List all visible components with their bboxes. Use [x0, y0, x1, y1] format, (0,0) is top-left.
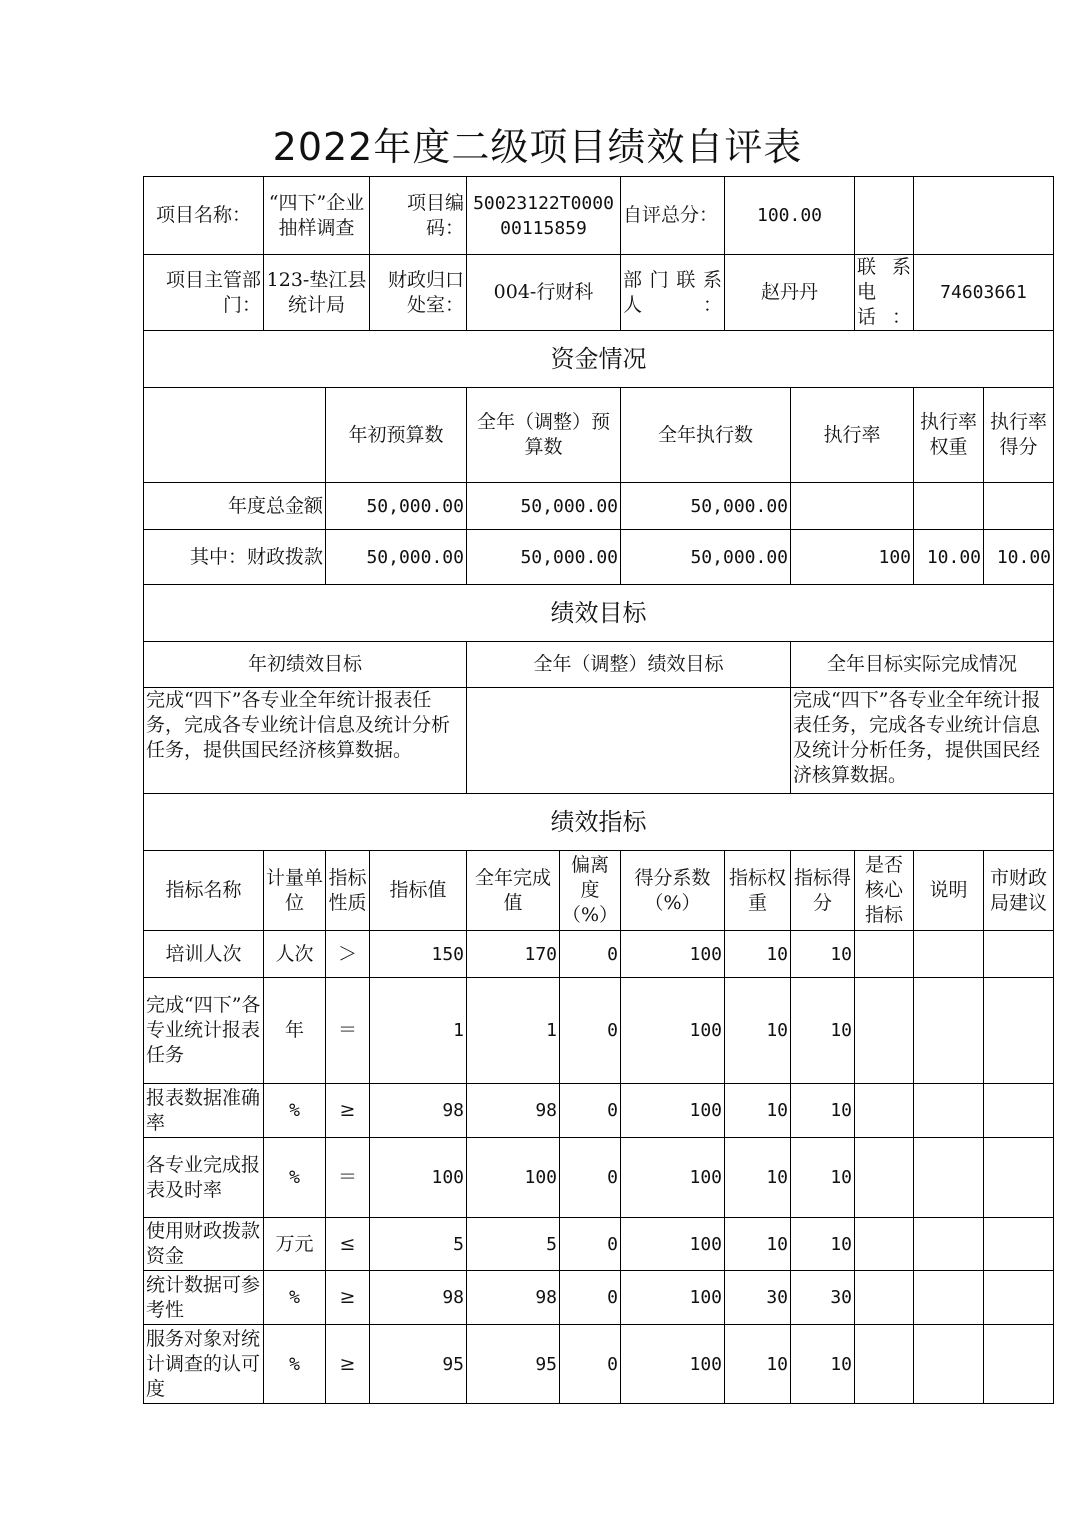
- project-code-value: 50023122T000000115859: [467, 177, 621, 255]
- ind-advice: [984, 978, 1054, 1084]
- ind-note: [914, 1218, 984, 1271]
- ind-weight: 10: [725, 1218, 791, 1271]
- ind-note: [914, 1138, 984, 1218]
- ind-advice: [984, 1138, 1054, 1218]
- funds-header-row: [144, 388, 1054, 483]
- ind-note: [914, 931, 984, 978]
- ind-name: 统计数据可参考性: [144, 1271, 264, 1325]
- ind-note: [914, 1325, 984, 1404]
- ind-target: 5: [370, 1218, 467, 1271]
- ind-actual: 170: [467, 931, 560, 978]
- ind-nature: ＝: [326, 978, 370, 1084]
- ind-col-score: 指标得分: [791, 851, 855, 931]
- empty-cell: [914, 177, 1054, 255]
- funds-col-initial: 年初预算数: [326, 388, 467, 483]
- ind-unit: %: [264, 1271, 326, 1325]
- funds-row-label: 年度总金额: [144, 483, 326, 530]
- ind-col-actual: 全年完成值: [467, 851, 560, 931]
- funds-col-rate: 执行率: [791, 388, 914, 483]
- ind-col-target: 指标值: [370, 851, 467, 931]
- ind-deviation: 0: [560, 1325, 621, 1404]
- ind-advice: [984, 1325, 1054, 1404]
- ind-weight: 10: [725, 978, 791, 1084]
- table-row: [144, 1271, 1054, 1325]
- ind-score: 10: [791, 1084, 855, 1138]
- ind-coef: 100: [621, 931, 725, 978]
- ind-name: 报表数据准确率: [144, 1084, 264, 1138]
- project-code-label: 项目编码：: [370, 177, 467, 255]
- table-row: [144, 931, 1054, 978]
- goals-header-row: [144, 642, 1054, 688]
- ind-target: 95: [370, 1325, 467, 1404]
- goals-initial-text: 完成“四下”各专业全年统计报表任务，完成各专业统计信息及统计分析任务，提供国民经济核算数据。: [144, 688, 467, 794]
- funds-col-executed: 全年执行数: [621, 388, 791, 483]
- ind-core: [855, 1325, 914, 1404]
- ind-core: [855, 978, 914, 1084]
- ind-actual: 95: [467, 1325, 560, 1404]
- ind-actual: 98: [467, 1084, 560, 1138]
- goals-adjusted-text: [467, 688, 791, 794]
- ind-actual: 1: [467, 978, 560, 1084]
- ind-actual: 5: [467, 1218, 560, 1271]
- funds-score-value: 10.00: [984, 530, 1054, 585]
- funds-initial-value: 50,000.00: [326, 483, 467, 530]
- table-row: [144, 1084, 1054, 1138]
- ind-name: 完成“四下”各专业统计报表任务: [144, 978, 264, 1084]
- ind-core: [855, 1084, 914, 1138]
- ind-core: [855, 1271, 914, 1325]
- funds-adjusted-value: 50,000.00: [467, 483, 621, 530]
- ind-advice: [984, 1271, 1054, 1325]
- funds-adjusted-value: 50,000.00: [467, 530, 621, 585]
- ind-note: [914, 1271, 984, 1325]
- ind-actual: 98: [467, 1271, 560, 1325]
- funds-weight-value: [914, 483, 984, 530]
- ind-nature: ≤: [326, 1218, 370, 1271]
- ind-advice: [984, 1218, 1054, 1271]
- ind-weight: 10: [725, 1084, 791, 1138]
- ind-coef: 100: [621, 1325, 725, 1404]
- ind-col-weight: 指标权重: [725, 851, 791, 931]
- funds-col-weight: 执行率权重: [914, 388, 984, 483]
- ind-score: 10: [791, 1325, 855, 1404]
- ind-core: [855, 931, 914, 978]
- ind-col-note: 说明: [914, 851, 984, 931]
- ind-nature: ＝: [326, 1138, 370, 1218]
- page-title: 2022年度二级项目绩效自评表: [272, 125, 803, 169]
- empty-cell: [144, 388, 326, 483]
- ind-target: 1: [370, 978, 467, 1084]
- ind-col-core: 是否核心指标: [855, 851, 914, 931]
- ind-col-advice: 市财政局建议: [984, 851, 1054, 931]
- ind-nature: ≥: [326, 1271, 370, 1325]
- contact-label: 部门联系人：: [621, 255, 725, 331]
- ind-deviation: 0: [560, 1271, 621, 1325]
- ind-unit: 年: [264, 978, 326, 1084]
- ind-weight: 30: [725, 1271, 791, 1325]
- ind-target: 98: [370, 1271, 467, 1325]
- funds-row-label: 其中：财政拨款: [144, 530, 326, 585]
- ind-core: [855, 1218, 914, 1271]
- ind-coef: 100: [621, 1218, 725, 1271]
- contact-value: 赵丹丹: [725, 255, 855, 331]
- ind-nature: ≥: [326, 1084, 370, 1138]
- self-evaluation-table: [143, 176, 1054, 1404]
- header-row-dept: [144, 255, 1054, 331]
- ind-advice: [984, 1084, 1054, 1138]
- ind-unit: %: [264, 1084, 326, 1138]
- ind-coef: 100: [621, 1084, 725, 1138]
- ind-unit: %: [264, 1325, 326, 1404]
- funds-score-value: [984, 483, 1054, 530]
- funds-rate-value: [791, 483, 914, 530]
- dept-label: 项目主管部门：: [144, 255, 264, 331]
- finance-office-label: 财政归口处室：: [370, 255, 467, 331]
- self-score-label: 自评总分：: [621, 177, 725, 255]
- dept-value: 123-垫江县统计局: [264, 255, 370, 331]
- ind-advice: [984, 931, 1054, 978]
- ind-nature: ＞: [326, 931, 370, 978]
- ind-deviation: 0: [560, 931, 621, 978]
- table-row: [144, 1325, 1054, 1404]
- ind-deviation: 0: [560, 1218, 621, 1271]
- ind-weight: 10: [725, 1138, 791, 1218]
- funds-weight-value: 10.00: [914, 530, 984, 585]
- ind-col-name: 指标名称: [144, 851, 264, 931]
- goals-actual-text: 完成“四下”各专业全年统计报表任务，完成各专业统计信息及统计分析任务，提供国民经济核算数据。: [791, 688, 1054, 794]
- ind-actual: 100: [467, 1138, 560, 1218]
- ind-score: 10: [791, 1218, 855, 1271]
- ind-target: 98: [370, 1084, 467, 1138]
- ind-coef: 100: [621, 1271, 725, 1325]
- funds-executed-value: 50,000.00: [621, 530, 791, 585]
- ind-col-unit: 计量单位: [264, 851, 326, 931]
- ind-deviation: 0: [560, 1084, 621, 1138]
- funds-col-adjusted: 全年（调整）预算数: [467, 388, 621, 483]
- ind-nature: ≥: [326, 1325, 370, 1404]
- ind-score: 10: [791, 931, 855, 978]
- ind-deviation: 0: [560, 978, 621, 1084]
- project-name-label: 项目名称：: [144, 177, 264, 255]
- ind-note: [914, 978, 984, 1084]
- project-name-value: “四下”企业抽样调查: [264, 177, 370, 255]
- ind-target: 150: [370, 931, 467, 978]
- phone-value: 74603661: [914, 255, 1054, 331]
- funds-col-score: 执行率得分: [984, 388, 1054, 483]
- ind-score: 10: [791, 978, 855, 1084]
- goals-section-title: 绩效目标: [144, 585, 1054, 642]
- funds-section-title: 资金情况: [144, 331, 1054, 388]
- ind-weight: 10: [725, 931, 791, 978]
- ind-col-coef: 得分系数（%）: [621, 851, 725, 931]
- funds-row-fiscal: [144, 530, 1054, 585]
- ind-unit: 人次: [264, 931, 326, 978]
- goals-col-initial: 年初绩效目标: [144, 642, 467, 688]
- ind-name: 服务对象对统计调查的认可度: [144, 1325, 264, 1404]
- indicators-section-title: 绩效指标: [144, 794, 1054, 851]
- goals-content-row: [144, 688, 1054, 794]
- funds-row-total: [144, 483, 1054, 530]
- ind-coef: 100: [621, 1138, 725, 1218]
- ind-name: 各专业完成报表及时率: [144, 1138, 264, 1218]
- ind-target: 100: [370, 1138, 467, 1218]
- finance-office-value: 004-行财科: [467, 255, 621, 331]
- ind-score: 30: [791, 1271, 855, 1325]
- table-row: [144, 1138, 1054, 1218]
- goals-col-actual: 全年目标实际完成情况: [791, 642, 1054, 688]
- ind-score: 10: [791, 1138, 855, 1218]
- ind-deviation: 0: [560, 1138, 621, 1218]
- ind-col-deviation: 偏离度（%）: [560, 851, 621, 931]
- header-row-project: [144, 177, 1054, 255]
- indicators-header-row: [144, 851, 1054, 931]
- funds-initial-value: 50,000.00: [326, 530, 467, 585]
- ind-note: [914, 1084, 984, 1138]
- ind-name: 培训人次: [144, 931, 264, 978]
- table-row: [144, 1218, 1054, 1271]
- funds-executed-value: 50,000.00: [621, 483, 791, 530]
- phone-label: 联系电话：: [855, 255, 914, 331]
- ind-col-nature: 指标性质: [326, 851, 370, 931]
- ind-core: [855, 1138, 914, 1218]
- ind-unit: 万元: [264, 1218, 326, 1271]
- goals-col-adjusted: 全年（调整）绩效目标: [467, 642, 791, 688]
- funds-rate-value: 100: [791, 530, 914, 585]
- empty-cell: [855, 177, 914, 255]
- ind-weight: 10: [725, 1325, 791, 1404]
- self-score-value: 100.00: [725, 177, 855, 255]
- ind-coef: 100: [621, 978, 725, 1084]
- table-row: [144, 978, 1054, 1084]
- ind-name: 使用财政拨款资金: [144, 1218, 264, 1271]
- ind-unit: %: [264, 1138, 326, 1218]
